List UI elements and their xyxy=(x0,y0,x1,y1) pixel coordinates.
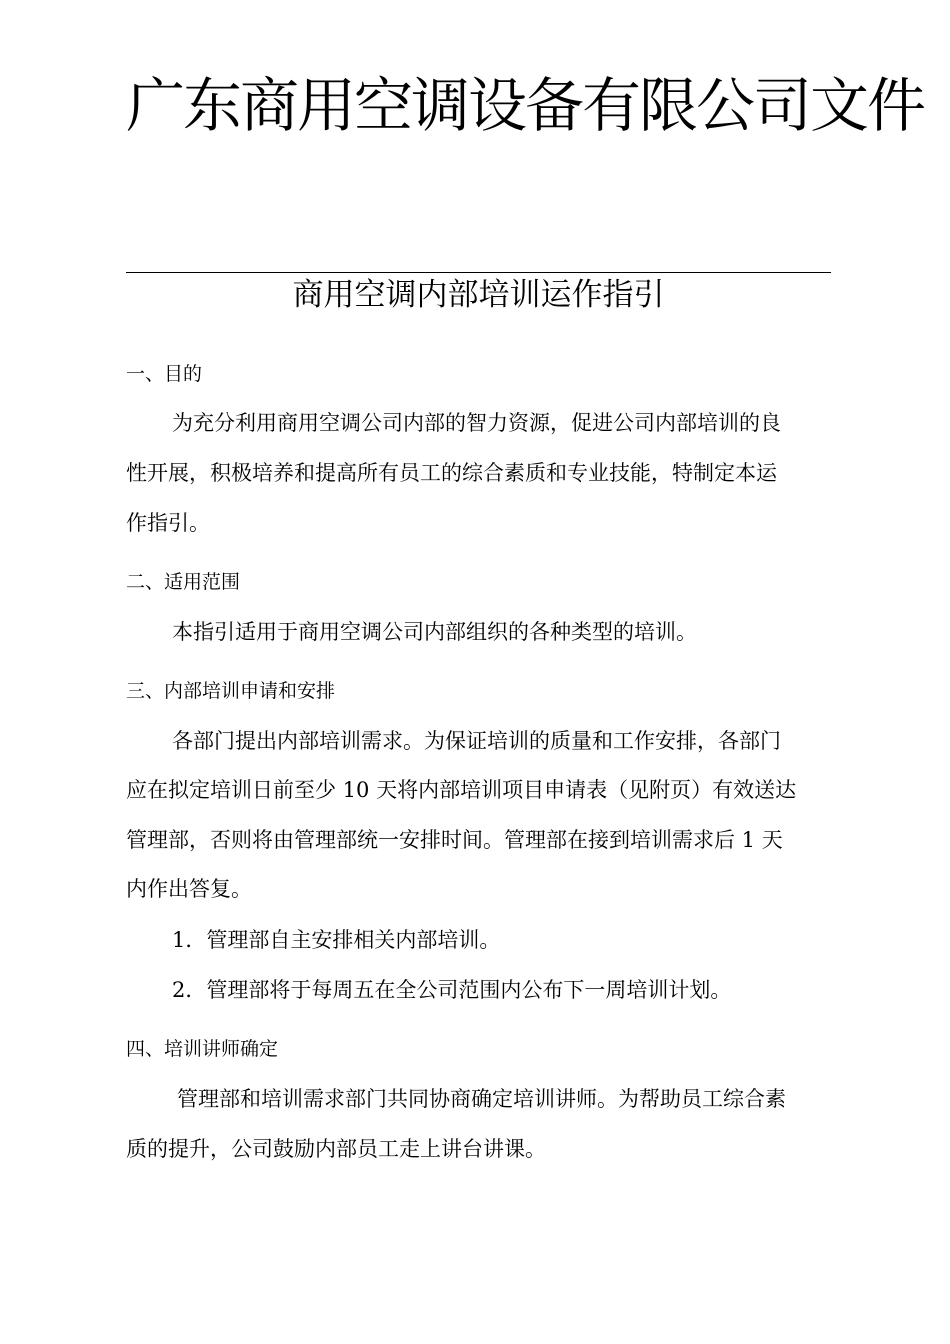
paragraph-line: 应在拟定培训日前至少 10 天将内部培训项目申请表（见附页）有效送达 xyxy=(126,778,797,802)
paragraph-line: 管理部，否则将由管理部统一安排时间。管理部在接到培训需求后 1 天 xyxy=(126,828,783,852)
document-title: 商用空调内部培训运作指引 xyxy=(292,277,665,313)
list-item: 2．管理部将于每周五在全公司范围内公布下一周培训计划。 xyxy=(172,978,732,1002)
paragraph-line: 各部门提出内部培训需求。为保证培训的质量和工作安排，各部门 xyxy=(172,729,781,753)
section-heading-scope: 二、适用范围 xyxy=(126,571,241,593)
list-item: 1．管理部自主安排相关内部培训。 xyxy=(172,928,501,952)
section-heading-purpose: 一、目的 xyxy=(126,363,203,385)
paragraph-line: 作指引。 xyxy=(126,511,210,535)
section-heading-application: 三、内部培训申请和安排 xyxy=(126,680,336,702)
paragraph-line: 质的提升，公司鼓励内部员工走上讲台讲课。 xyxy=(126,1137,546,1161)
paragraph-line: 性开展，积极培养和提高所有员工的综合素质和专业技能，特制定本运 xyxy=(126,461,777,485)
organization-title: 广东商用空调设备有限公司文件 xyxy=(126,71,925,140)
paragraph-line: 管理部和培训需求部门共同协商确定培训讲师。为帮助员工综合素 xyxy=(177,1087,786,1111)
paragraph-line: 为充分利用商用空调公司内部的智力资源，促进公司内部培训的良 xyxy=(172,411,781,435)
paragraph-line: 内作出答复。 xyxy=(126,877,252,901)
section-heading-instructor: 四、培训讲师确定 xyxy=(126,1038,279,1060)
paragraph-line: 本指引适用于商用空调公司内部组织的各种类型的培训。 xyxy=(172,620,697,644)
